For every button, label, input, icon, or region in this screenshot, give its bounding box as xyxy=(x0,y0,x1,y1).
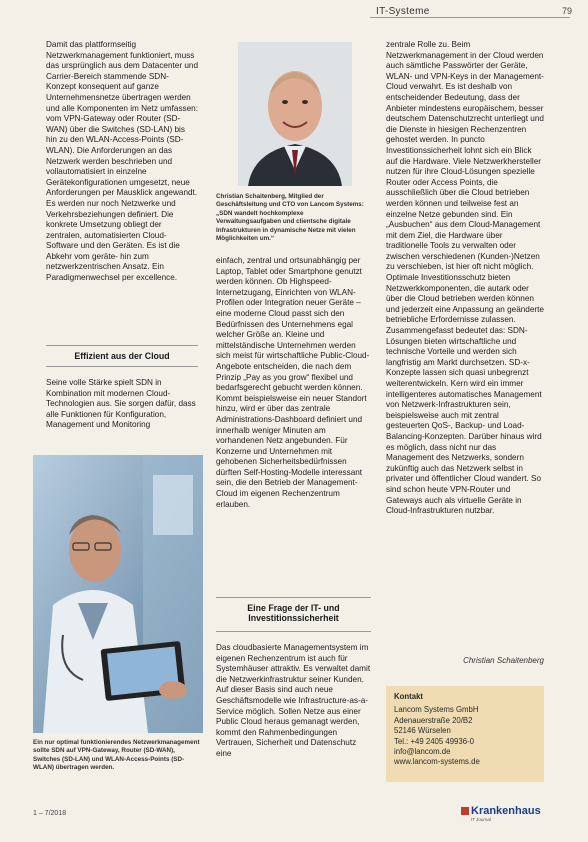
paragraph: Seine volle Stärke spielt SDN in Kombination mit modernen Cloud-Technologien aus. Sie sorgen dafür, dass alle Funktionen für Konfiguration, Management und Monitoring xyxy=(46,378,196,430)
contact-company: Lancom Systems GmbH xyxy=(394,705,479,715)
section-heading: Effizient aus der Cloud xyxy=(74,351,170,361)
doctor-with-tablet-photo xyxy=(33,455,203,733)
magazine-logo xyxy=(461,805,571,822)
column-1-text-top xyxy=(46,40,198,284)
column-3-text xyxy=(386,40,544,517)
contact-street: Adenauerstraße 20/B2 xyxy=(394,715,473,725)
divider xyxy=(216,631,371,632)
section-heading: Eine Frage der IT- und Investitionssicherheit xyxy=(247,603,340,623)
paragraph: zentrale Rolle zu. Beim Netzwerkmanagement in der Cloud werden auch sämtliche Passwörter der Geräte, WLAN- und VPN-Keys in der Management-Cloud verwahrt. Es ist deshalb von entscheidender Bedeutung, dass der Anbieter mindestens europäischem, besser deutschem Datenschutzrecht unterliegt und die Dienste in hiesigen Rechenzentren gehostet werden. In puncto Investitionssicherheit lohnt sich ein Blick auf die Hardware. Viele Netzwerkhersteller nutzen für ihre Cloud-Lösungen spezielle Router oder Access Points, die ausschließlich über die Cloud betrieben werden können und teilweise fest an einzelne Netze gebunden sind. Ein „Ausbuchen“ aus dem Cloud-Management mit dem Ziel, die Hardware über traditionelle Tools zu verwalten oder zwischen verschiedenen (Kunden-)Netzen zu verschieben, ist hier oft nicht möglich. Optimale Investitionsschutz bieten Netzwerkkomponenten, die autark oder über die Cloud betrieben werden können und jederzeit eine Anpassung an geänderte betriebliche Erfordernisse zulassen. Zusammengefasst bedeutet das: SDN-Lösungen bieten wirtschaftliche und technische Vorteile und werden sich langfristig am Markt durchsetzen. SD-x-Konzepte lassen sich quasi unbegrenzt weiterentwickeln. Kern wird ein immer intelligenteres automatisches Management von Netzwerk-Infrastrukturen sein, beispielsweise auch mit zentral gesteuerten QoS-, Backup- und Load-Balancing-Konzepten. Darüber hinaus wird es möglich, dass nicht nur das Management des Netzwerks, sondern zukünftig auch das Netzwerk selbst in privater und öffentlicher Cloud wandert. So sind schon heute VPN-Router und Gateways auch als virtuelle Geräte in Cloud-Infrastrukturen nutzbar. xyxy=(386,40,544,516)
doctor-photo-illustration xyxy=(33,455,203,733)
contact-email[interactable]: info@lancom.de xyxy=(394,747,451,757)
divider xyxy=(46,366,198,367)
divider xyxy=(46,345,198,346)
logo-subtitle: IT Journal xyxy=(471,817,491,822)
issue-number: 1 – 7/2018 xyxy=(33,810,67,817)
paragraph: Damit das plattformseitig Netzwerkmanagement funktioniert, muss das ursprünglich aus dem Datacenter und Carrier-Bereich stammende SDN-Konzept konsequent auf ganze Unternehmensnetze übertragen werden und alle Komponenten im Netz umfassen: vom VPN-Gateway oder Router (SD-WAN) über die Switches (SD-LAN) bis hin zu den WLAN-Access-Points (SD-WLAN). Die Anforderungen an das Netzwerk werden beschrieben und vollautomatisiert in einzelne Gerätekonfigurationen umgesetzt, neue Anforderungen per Mausklick angewandt. Es werden nur noch Netzwerke und Verkehrsbeziehungen definiert. Die konkrete Umsetzung obliegt der zentralen, automatisierten Cloud-Software und den Geräten. Es ist die Abkehr vom geräte- hin zum netzwerkzentrischen Ansatz. Ein Paradigmenwechsel per excellence. xyxy=(46,40,199,283)
paragraph: einfach, zentral und ortsunabhängig per Laptop, Tablet oder Smartphone genutzt werden können. Ob Highspeed-Internetzugang, Einrichten von WLAN-Profilen oder Integration neuer Geräte – eine moderne Cloud passt sich den Bedürfnissen des Unternehmens egal welcher Größe an. Kleine und mittelständische Unternehmen werden sich meist für wirtschaftliche Public-Cloud-Angebote entscheiden, die nach dem Prinzip „Pay as you grow“ flexibel und bedarfsgerecht gebucht werden können. Kommt beispielsweise ein neuer Standort hinzu, wird er über das zentrale Administrations-Dashboard definiert und innerhalb weniger Minuten am vorhandenen Netz angebunden. Für Konzerne und Unternehmen mit gehobenen Sicherheitsbedürfnissen dürften Self-Hosting-Modelle interessant sein, die den Betrieb der Management-Cloud im eigenen Rechenzentrum erlauben. xyxy=(216,256,370,509)
column-2-text-bottom xyxy=(216,643,371,760)
doctor-photo-caption: Ein nur optimal funktionierendes Netzwerkmanagement sollte SDN auf VPN-Gateway, Router (SD-WAN), Switches (SD-LAN) und WLAN-Access-Points (SD-WLAN) übertragen werden. xyxy=(33,739,200,772)
portrait-caption: Christian Schaitenberg, Mitglied der Geschäftsleitung und CTO von Lancom Systems: „SDN wandelt hochkomplexe Verwaltungsaufgaben und clientsche digitale Infrastrukturen in dynamische Netze mit vielen Möglichkeiten um.“ xyxy=(216,193,364,243)
contact-web[interactable]: www.lancom-systems.de xyxy=(394,757,480,767)
paragraph: Das cloudbasierte Managementsystem im eigenen Rechenzentrum ist auch für Systemhäuser attraktiv. Es verwaltet damit die Netzwerkinfrastruktur seiner Kunden. Auf dieser Basis sind auch neue Geschäftsmodelle wie Infrastructure-as-a-Service möglich. Sollen Netze aus einer Public Cloud heraus gemanagt werden, kommt den Rahmenbedingungen Vertrauen, Sicherheit und Datenschutz eine xyxy=(216,643,371,758)
page-number: 79 xyxy=(562,6,573,16)
contact-phone: Tel.: +49 2405 49936-0 xyxy=(394,736,474,746)
contact-title: Kontakt xyxy=(394,692,424,701)
portrait-photo xyxy=(238,42,352,186)
portrait-illustration xyxy=(238,42,352,186)
logo-text: Krankenhaus xyxy=(471,805,541,817)
column-1-text-bottom xyxy=(46,378,198,431)
header-rule xyxy=(370,17,570,18)
logo-mark-icon xyxy=(461,807,469,815)
contact-city: 52146 Würselen xyxy=(394,726,451,736)
section-title: IT-Systeme xyxy=(376,6,430,17)
author-signature: Christian Schaitenberg xyxy=(463,656,544,665)
contact-box xyxy=(386,686,544,782)
divider xyxy=(216,597,371,598)
column-2-text-top xyxy=(216,256,371,510)
